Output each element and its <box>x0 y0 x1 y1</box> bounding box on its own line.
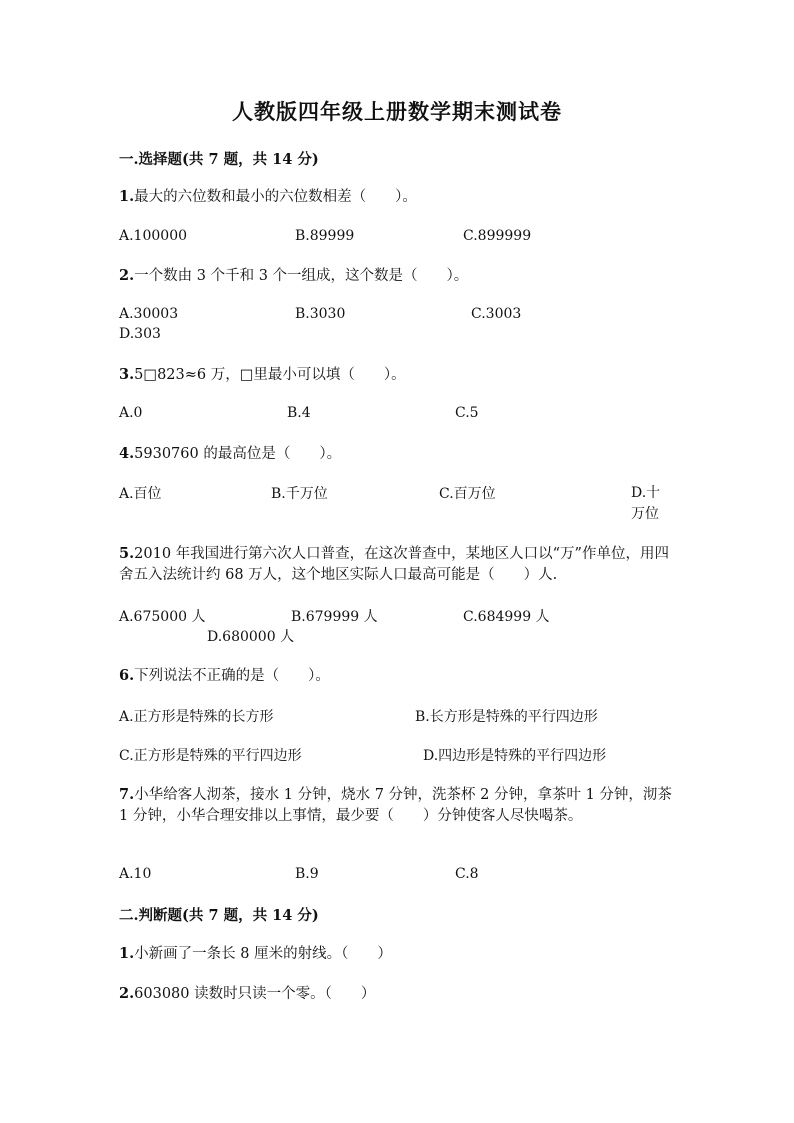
question-1 <box>119 186 679 208</box>
question-text: 小华给客人沏茶，接水 1 分钟，烧水 7 分钟，洗茶杯 2 分钟，拿茶叶 1 分钟，沏茶 1 分钟，小华合理安排以上事情，最少要（ ）分钟使客人尽快喝茶。 <box>119 787 672 824</box>
option-a: A.675000 人 <box>119 609 206 625</box>
option-c: C.8 <box>455 866 479 882</box>
option-a: A.10 <box>119 866 152 882</box>
question-number: 5. <box>119 545 135 562</box>
question-number: 1. <box>119 188 135 205</box>
question-text: 603080 读数时只读一个零。（ ） <box>134 986 376 1002</box>
option-b: B.千万位 <box>271 486 328 502</box>
option-a: A.正方形是特殊的长方形 <box>119 709 274 725</box>
question-number: 6. <box>119 667 135 684</box>
option-c: C.3003 <box>471 306 522 322</box>
option-c: C.684999 人 <box>463 609 550 625</box>
option-a: A.百位 <box>119 486 162 502</box>
question-number: 2. <box>119 985 135 1002</box>
section-heading-choice: 一.选择题(共 7 题，共 14 分) <box>119 151 319 168</box>
option-a: A.100000 <box>119 228 188 244</box>
question-text: 2010 年我国进行第六次人口普查，在这次普查中，某地区人口以“万”作单位，用四舍五入法统计约 68 万人，这个地区实际人口最高可能是（ ）人. <box>119 546 669 583</box>
question-3 <box>119 364 679 386</box>
question-text: 5□823≈6 万，□里最小可以填（ ）。 <box>134 367 406 383</box>
option-d: D.四边形是特殊的平行四边形 <box>423 748 607 764</box>
option-c: C.正方形是特殊的平行四边形 <box>119 748 302 764</box>
option-d: D.680000 人 <box>207 629 295 645</box>
judgement-question-2 <box>119 983 679 1005</box>
question-text: 5930760 的最高位是（ ）。 <box>134 446 342 462</box>
question-2 <box>119 265 679 287</box>
option-b: B.679999 人 <box>291 609 378 625</box>
page-title: 人教版四年级上册数学期末测试卷 <box>232 99 562 124</box>
option-a: A.0 <box>119 405 143 421</box>
option-b: B.4 <box>287 405 311 421</box>
question-number: 4. <box>119 445 135 462</box>
question-text: 小新画了一条长 8 厘米的射线。（ ） <box>134 946 392 962</box>
option-d: D.十万位 <box>631 485 661 522</box>
option-c: C.百万位 <box>439 486 496 502</box>
option-b: B.长方形是特殊的平行四边形 <box>415 709 598 725</box>
option-d: D.303 <box>119 326 161 342</box>
question-4 <box>119 443 679 465</box>
option-b: B.89999 <box>295 228 355 244</box>
section-heading-judgement: 二.判断题(共 7 题，共 14 分) <box>119 907 319 924</box>
question-text: 最大的六位数和最小的六位数相差（ ）。 <box>134 189 417 205</box>
option-b: B.9 <box>295 866 319 882</box>
option-c: C.5 <box>455 405 479 421</box>
question-number: 7. <box>119 786 135 803</box>
option-b: B.3030 <box>295 306 346 322</box>
judgement-question-1 <box>119 943 679 965</box>
question-text: 下列说法不正确的是（ ）。 <box>134 668 330 684</box>
question-text: 一个数由 3 个千和 3 个一组成，这个数是（ ）。 <box>134 268 469 284</box>
option-c: C.899999 <box>463 228 532 244</box>
question-7 <box>119 784 679 827</box>
question-number: 3. <box>119 366 135 383</box>
option-a: A.30003 <box>119 306 179 322</box>
question-number: 2. <box>119 267 135 284</box>
question-number: 1. <box>119 945 135 962</box>
question-6 <box>119 665 679 687</box>
question-5 <box>119 543 679 586</box>
